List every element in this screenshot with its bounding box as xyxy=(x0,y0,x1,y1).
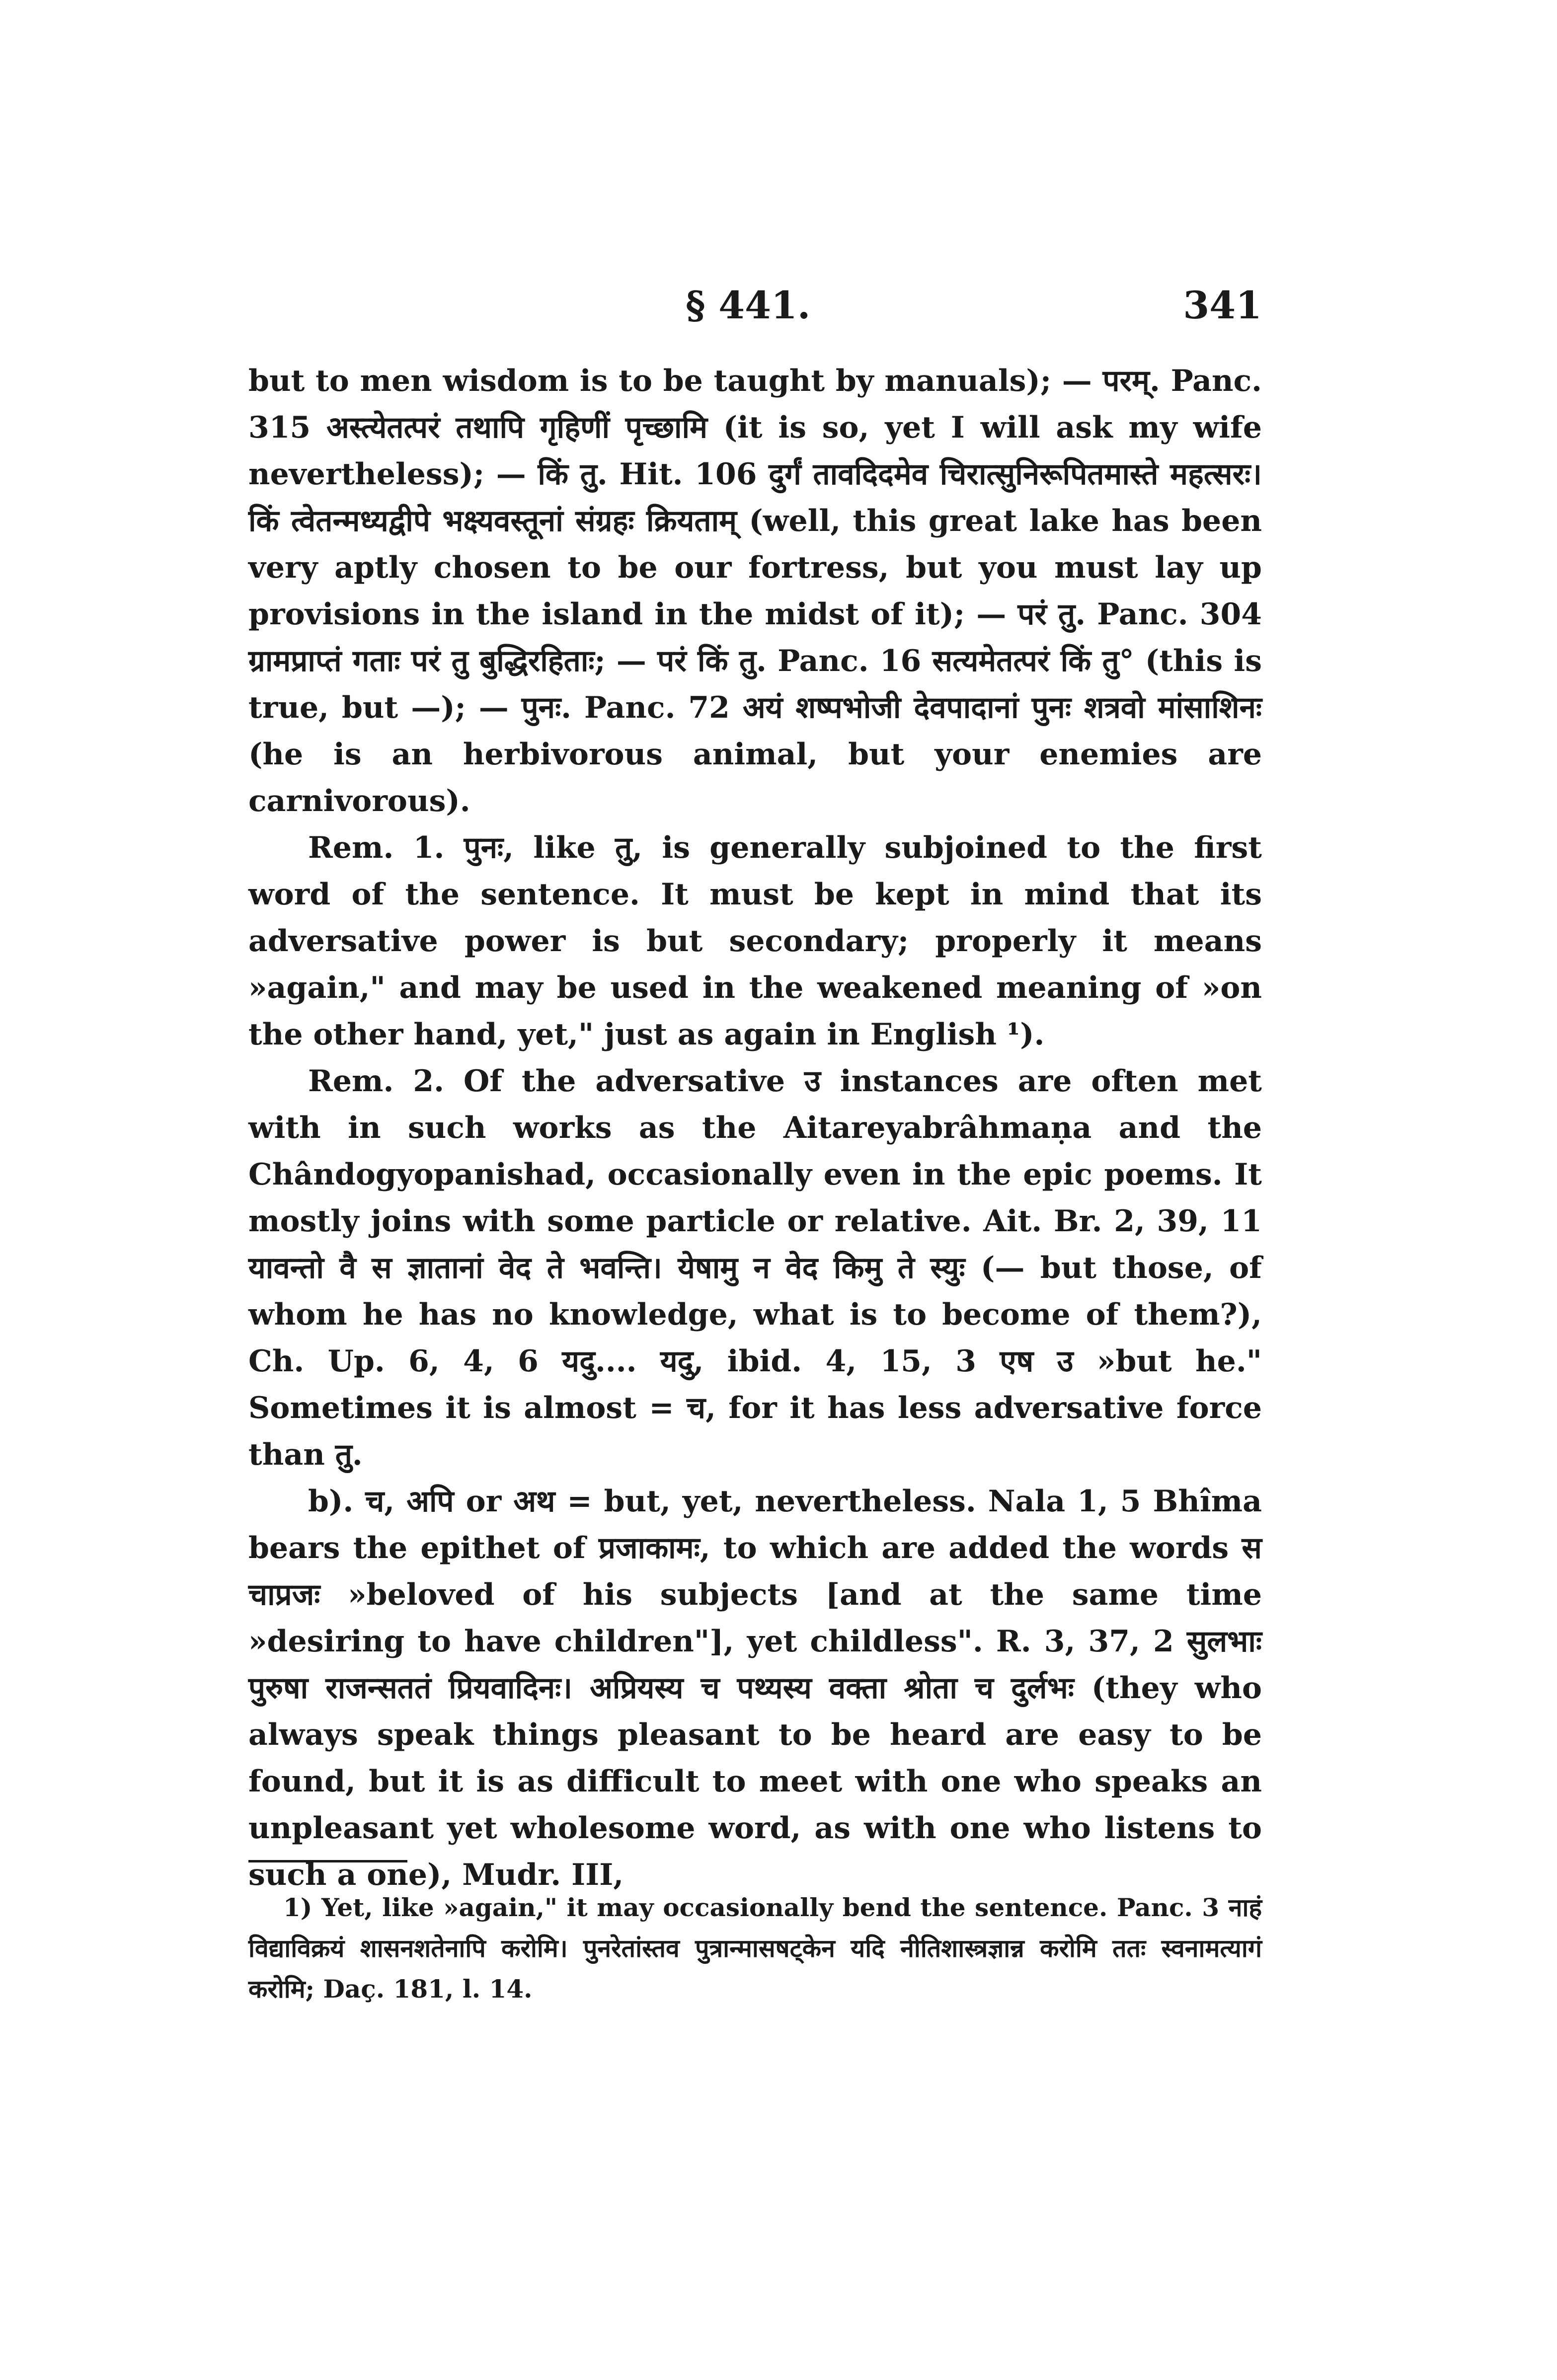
paragraph-remark-2: Rem. 2. Of the adversative उ instances are often met with in such works as the Aitareyabrâhmaṇa and the Chândogyopanishad, occasionally even in the epic poems. It mostly joins with some particle or relative. Ait. Br. 2, 39, 11 यावन्तो वै स ज्ञातानां वेद ते भवन्ति। येषामु न वेद किमु ते स्युः (— but those, of whom he has no knowledge, what is to become of them?), Ch. Up. 6, 4, 6 यदु.... यदु, ibid. 4, 15, 3 एष उ »but he." Sometimes it is almost = च, for it has less adversative force than तु. xyxy=(248,1064,1262,1472)
section-number: § 441. xyxy=(686,283,811,327)
page-number: 341 xyxy=(1183,283,1262,327)
page-header xyxy=(248,283,1262,333)
footnote: 1) Yet, like »again," it may occasionally bend the sentence. Panc. 3 नाहं विद्याविक्रयं शासनशतेनापि करोमि। पुनरेतांस्तव पुत्रान्मासषट्केन यदि नीतिशास्त्रज्ञान्न करोमि ततः स्वनामत्यागं करोमि; Daç. 181, l. 14. xyxy=(248,1893,1262,2004)
paragraph-continuation: but to men wisdom is to be taught by manuals); — परम्. Panc. 315 अस्त्येतत्परं तथापि गृहिणीं पृच्छामि (it is so, yet I will ask my wife nevertheless); — किं तु. Hit. 106 दुर्गं तावदिदमेव चिरात्सुनिरूपितमास्ते महत्सरः। किं त्वेतन्मध्यद्वीपे भक्ष्यवस्तूनां संग्रहः क्रियताम् (well, this great lake has been very aptly chosen to be our fortress, but you must lay up provisions in the island in the midst of it); — परं तु. Panc. 304 ग्रामप्राप्तं गताः परं तु बुद्धिरहिताः; — परं किं तु. Panc. 16 सत्यमेतत्परं किं तु° (this is true, but —); — पुनः. Panc. 72 अयं शष्पभोजी देवपादानां पुनः शत्रवो मांसाशिनः (he is an herbivorous animal, but your enemies are carnivorous). xyxy=(248,364,1262,818)
main-text xyxy=(248,358,1262,1898)
paragraph-remark-1: Rem. 1. पुनः, like तु, is generally subjoined to the first word of the sentence. It must be kept in mind that its adversative power is but secondary; properly it means »again," and may be used in the weakened meaning of »on the other hand, yet," just as again in English ¹). xyxy=(248,830,1262,1052)
footnote-divider xyxy=(248,1860,407,1862)
paragraph-section-b: b). च, अपि or अथ = but, yet, nevertheless. Nala 1, 5 Bhîma bears the epithet of प्रजाकामः, to which are added the words स चाप्रजः »beloved of his subjects [and at the same time »desiring to have children"], yet childless". R. 3, 37, 2 सुलभाः पुरुषा राजन्सततं प्रियवादिनः। अप्रियस्य च पथ्यस्य वक्ता श्रोता च दुर्लभः (they who always speak things pleasant to be heard are easy to be found, but it is as difficult to meet with one who speaks an unpleasant yet wholesome word, as with one who listens to such a one), Mudr. III, xyxy=(248,1484,1262,1892)
